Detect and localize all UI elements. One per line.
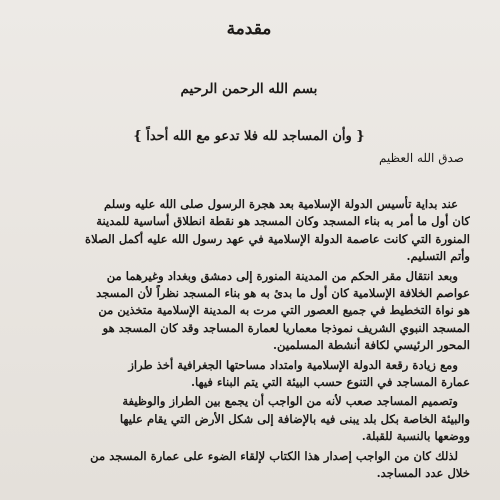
- paragraph: [28, 357, 470, 392]
- paragraph-line: عواصم الخلافة الإسلامية كان أول ما بدئ به هو بناء المسجد نظراً لأن المسجد: [96, 286, 470, 301]
- paragraph-line: ووضعها بالنسبة للقبلة.: [361, 429, 470, 444]
- paragraph-line: وتصميم المساجد صعب لأنه من الواجب أن يجمع بين الطراز والوظيفة: [122, 394, 458, 409]
- paragraph-line: عمارة المساجد في التنوع حسب البيئة التي يتم البناء فيها.: [190, 375, 470, 390]
- verse-attribution: صدق الله العظيم: [378, 151, 464, 165]
- paragraph-line: عند بداية تأسيس الدولة الإسلامية بعد هجرة الرسول صلى الله عليه وسلم: [104, 197, 458, 211]
- paragraph-line: خلال عدد المساجد.: [376, 466, 470, 481]
- paragraph-line: هو نواة التخطيط في جميع العصور التي مرت به المدينة الإسلامية متخذين من: [98, 303, 470, 318]
- paragraph-line: وأتم التسليم.: [406, 249, 470, 264]
- introduction-body: [28, 196, 470, 483]
- paragraph: [28, 448, 470, 483]
- page-title: مقدمة: [226, 19, 272, 39]
- paragraph-line: والبيئة الخاصة بكل بلد يبنى فيه بالإضافة إلى شكل الأرض التي يقام عليها: [119, 411, 470, 426]
- paragraph-line: المنورة التي كانت عاصمة الدولة الإسلامية في عهد رسول الله عليه أكمل الصلاة: [85, 231, 470, 246]
- paragraph: [28, 196, 470, 266]
- paragraph-line: المحور الرئيسي لكافة أنشطة المسلمين.: [273, 338, 470, 353]
- paragraph-line: ومع زيادة رقعة الدولة الإسلامية وامتداد مساحتها الجغرافية أخذ طراز: [128, 357, 458, 372]
- basmala: بسم الله الرحمن الرحيم: [180, 81, 318, 97]
- paragraph-line: المسجد النبوي الشريف نموذجا معماريا لعمارة المساجد وقد كان المسجد هو: [102, 320, 470, 335]
- paragraph-line: وبعد انتقال مقر الحكم من المدينة المنورة إلى دمشق وبغداد وغيرهما من: [106, 268, 458, 283]
- paragraph: [28, 393, 470, 445]
- paragraph-line: كان أول ما أمر به بناء المسجد وكان المسجد هو نقطة انطلاق أساسية للمدينة: [96, 214, 470, 229]
- paragraph: [28, 268, 470, 355]
- quranic-verse: { وأن المساجد لله فلا تدعو مع الله أحداً }: [133, 129, 365, 144]
- paragraph-line: لذلك كان من الواجب إصدار هذا الكتاب لإلقاء الضوء على عمارة المسجد من: [90, 448, 458, 463]
